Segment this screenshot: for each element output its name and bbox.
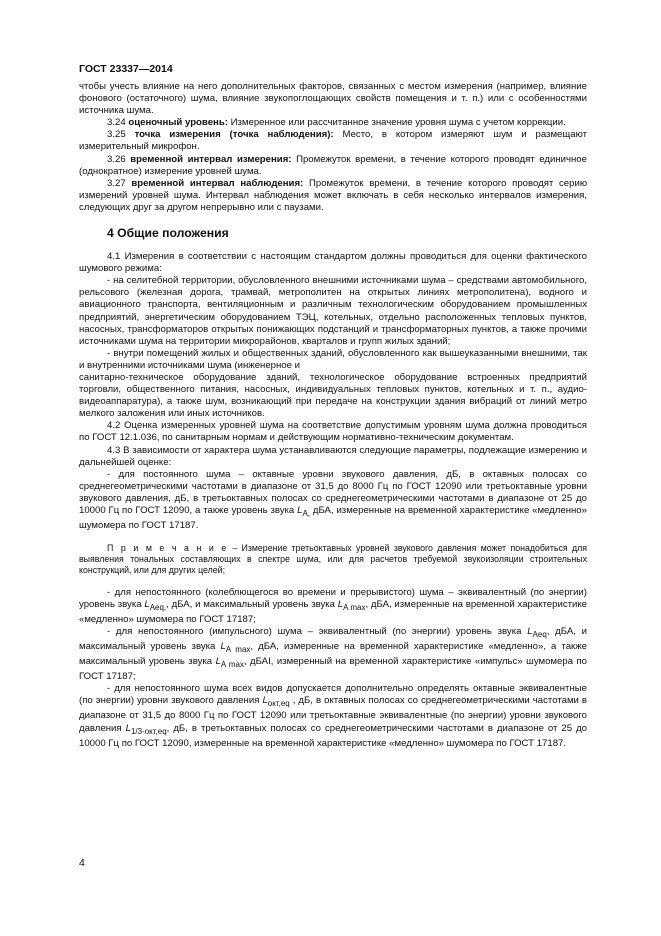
list-item-octave-levels — [79, 683, 587, 749]
list-item-indoor-continued: санитарно-техническое оборудование зданий, технологическое оборудование встроенных предприятий торговли, общественного питания, насосных, индивидуальных тепловых пунктов, котельных и т. п., аудио-видеоаппаратура), а также шум, возникающий при передаче на конструкции здания вибраций от линий метро мелкого заложения или иных источников. — [79, 371, 587, 420]
text-run: - для непостоянного (колеблющегося во времени и прерывистого) шума – эквивалентный (по энергии) уровень звука — [79, 587, 587, 611]
text-run: , дБАI, измеренный на временной характеристике «импульс» шумомера по ГОСТ 17187; — [79, 656, 587, 683]
symbol-L: L — [527, 626, 533, 638]
list-item-fluctuating-noise — [79, 587, 587, 626]
symbol-subscript: A, — [302, 508, 311, 518]
definition-3-26 — [79, 154, 587, 178]
symbol-L: L — [220, 641, 226, 653]
definition-term: временной интервал наблюдения: — [131, 177, 304, 189]
definition-text: Место, в котором измеряют шум и размещают измерительный микрофон. — [79, 129, 587, 153]
paragraph-4-3: 4.3 В зависимости от характера шума устанавливаются следующие параметры, подлежащие измерению и дальнейшей оценке: — [79, 444, 587, 468]
symbol-L: L — [125, 722, 131, 734]
text-run: , дБ, в третьоктавных полосах со среднегеометрическими частотами в диапазоне от 25 до 10000 Гц по ГОСТ 12090, измеренные на временной характеристике «медленно» шумомера по ГОСТ 17187. — [79, 722, 587, 749]
definition-number: 3.26 — [107, 153, 126, 165]
list-item-impulse-noise — [79, 626, 587, 683]
definition-3-24 — [79, 117, 587, 129]
text-run: - для постоянного шума – октавные уровни звукового давления, дБ, в октавных полосах со среднегеометрическими частотами в диапазоне от 31,5 до 8000 Гц по ГОСТ 12090 или третьоктавные уровни звукового давления, дБ, в третьоктавных полосах со среднегеометрическими частотами в диапазоне от 25 до 10000 Гц по ГОСТ 12090, а также уровень звука — [79, 468, 587, 516]
definition-3-25 — [79, 129, 587, 153]
section-title: 4 Общие положения — [107, 226, 229, 241]
definition-text: Промежуток времени, в течение которого проводят единичное (однократное) измерение уровней шума. — [79, 153, 587, 177]
page-body — [79, 81, 587, 750]
list-item-residential-territory: - на селитебной территории, обусловленного внешними источниками шума – средствами автомобильного, рельсового (железная дорога, трамвай, метрополитен на открытых линиях метрополитена), водного и авиационного транспорта, вентиляционным и различным технологическим оборудованием промышленных предприятий, энергетическим оборудованием ТЭЦ, котельных, отдельно расположенных тепловых пунктов, насосных, трансформаторов открытых понижающих подстанций и трансформаторных пунктов, а также прочими источниками шума на территории микрорайонов, кварталов и групп жилых зданий; — [79, 275, 587, 347]
paragraph-4-2: 4.2 Оценка измеренных уровней шума на соответствие допустимым уровням шума должна проводиться по ГОСТ 12.1.036, по санитарным нормам и действующим нормативно-техническим документам. — [79, 420, 587, 444]
definition-text: Промежуток времени, в течение которого проводят серию измерений уровней шума. Интервал наблюдения может включать в себя несколько интервалов измерения, следующих друг за другом непрерывно или с паузами. — [79, 177, 588, 213]
symbol-subscript: Aeq — [532, 630, 547, 640]
definition-text: Измеренное или рассчитанное значение уровня шума с учетом коррекции. — [230, 117, 566, 129]
symbol-subscript: A max — [343, 603, 366, 613]
definition-number: 3.25 — [107, 129, 126, 141]
symbol-L: L — [297, 505, 303, 516]
text-run: , дБА, и максимальный уровень звука — [79, 626, 588, 653]
note — [79, 543, 587, 576]
note-label: П р и м е ч а н и е — [107, 543, 228, 554]
text-run: , дБА, измеренные на временной характеристике «медленно» шумомера по ГОСТ 17187; — [79, 599, 588, 626]
symbol-subscript: A max — [220, 660, 244, 670]
symbol-L: L — [262, 695, 268, 707]
text-run: - для непостоянного шума всех видов допускается дополнительно определять октавные эквивалентные (по энергии) уровни звукового давления — [79, 683, 587, 707]
definition-term: оценочный уровень: — [128, 117, 228, 129]
text-run: - для непостоянного (импульсного) шума – эквивалентный (по энергии) уровень звука — [107, 626, 528, 638]
symbol-subscript: окт,eq — [267, 699, 290, 709]
text-run: , дБ, в октавных полосах со среднегеометрическими частотами в диапазоне от 31,5 до 8000 Гц по ГОСТ 12090 или третьоктавные эквивалентные (по энергии) уровни звукового давления — [79, 695, 587, 734]
definition-number: 3.27 — [107, 177, 126, 189]
symbol-L: L — [144, 599, 150, 611]
note-text: – Измерение третьоктавных уровней звукового давления может понадобиться для выявления тональных составляющих в спектре шума, или для расчетов требуемой звукоизоляции строительных конструкций, или для других целей; — [79, 543, 587, 576]
intro-paragraph: чтобы учесть влияние на него дополнительных факторов, связанных с местом измерения (например, влияние фонового (остаточного) шума, влияние звукопоглощающих свойств помещения и т. п.) или с особенностями источника шума. — [79, 81, 587, 117]
symbol-subscript: Aeq, — [149, 603, 167, 613]
symbol-subscript: 1/3-окт,eq — [130, 726, 167, 736]
list-item-constant-noise — [79, 469, 587, 532]
definition-3-27 — [79, 178, 587, 214]
definition-term: временной интервал измерения: — [130, 153, 292, 165]
document-header: ГОСТ 23337—2014 — [79, 63, 173, 75]
symbol-subscript: A max — [225, 645, 251, 655]
text-run: , дБА, и максимальный уровень звука — [166, 599, 338, 611]
symbol-L: L — [215, 656, 221, 668]
symbol-L: L — [337, 599, 344, 611]
text-run: дБА, измеренные на временной характеристике «медленно» шумомера по ГОСТ 17187. — [79, 505, 587, 531]
definition-number: 3.24 — [107, 117, 126, 129]
page-number: 4 — [79, 857, 85, 869]
definition-term: точка измерения (точка наблюдения): — [134, 129, 334, 141]
paragraph-4-1: 4.1 Измерения в соответствии с настоящим стандартом должны проводиться для оценки фактического шумового режима: — [79, 251, 587, 275]
list-item-indoor: - внутри помещений жилых и общественных зданий, обусловленного как вышеуказанными внешними, так и внутренними источниками шума (инженерное и — [79, 347, 587, 371]
text-run: , дБА, измеренные на временной характеристике «медленно», а также максимальный уровень звука — [79, 641, 588, 668]
